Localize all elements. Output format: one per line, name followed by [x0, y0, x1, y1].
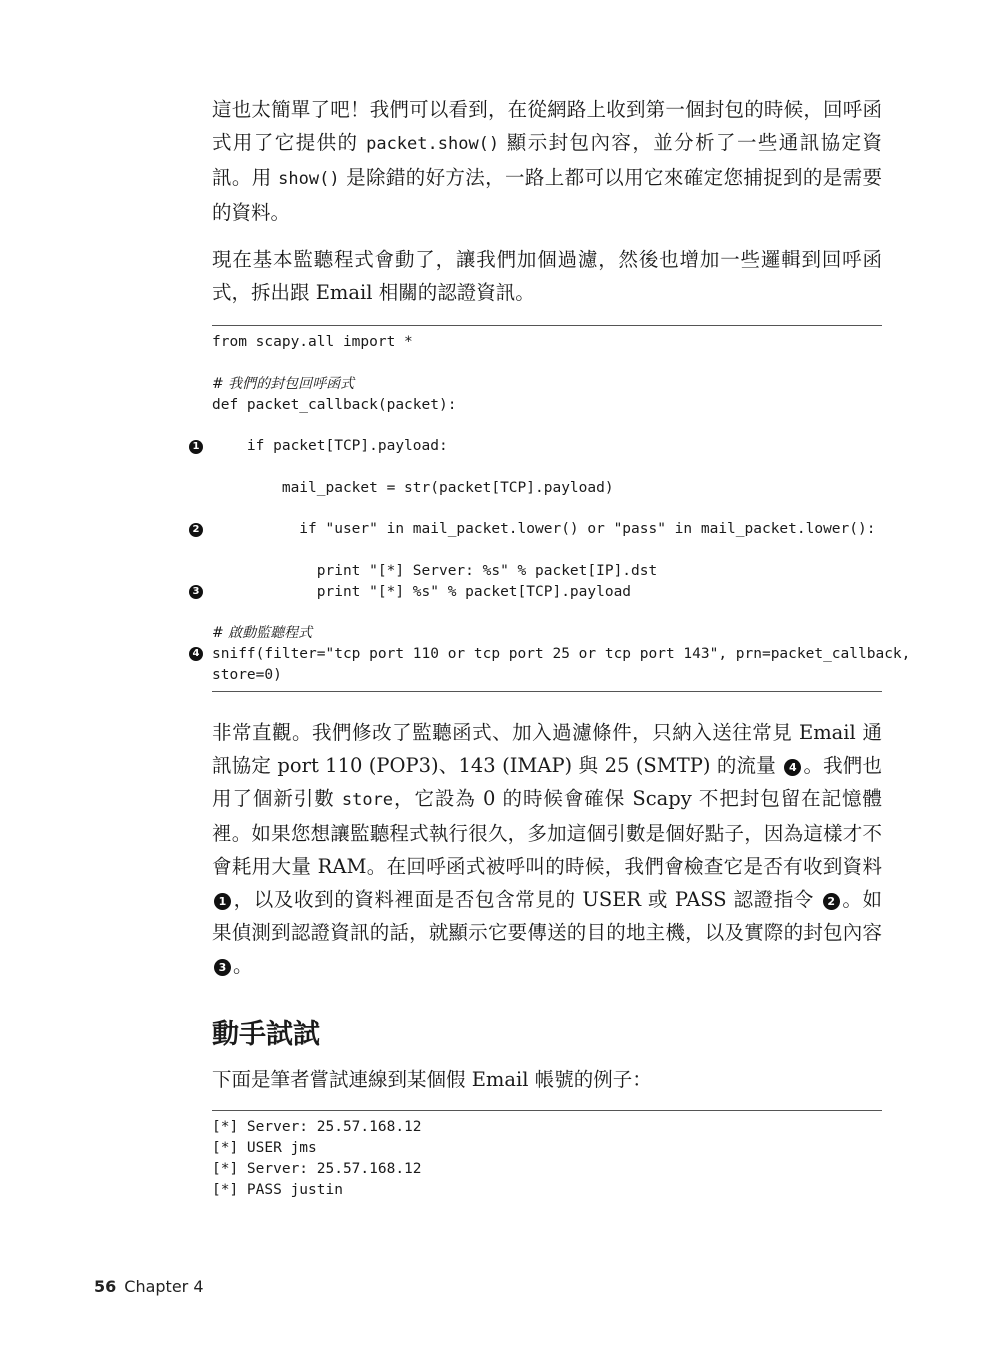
- code-bottom-rule: [212, 691, 882, 692]
- code-line: def packet_callback(packet):: [212, 397, 457, 413]
- section-intro: 下面是筆者嘗試連線到某個假 Email 帳號的例子：: [212, 1068, 652, 1091]
- callout-marker-4: 4: [189, 647, 203, 661]
- inline-callout-2: 2: [823, 893, 840, 910]
- code-line: mail_packet = str(packet[TCP].payload): [212, 480, 614, 496]
- code-line: sniff(filter="tcp port 110 or tcp port 25 or tcp port 143", prn=packet_callback,: [212, 646, 911, 662]
- inline-code-store: store: [341, 790, 394, 810]
- code-line: print "[*] %s" % packet[TCP].payload: [212, 584, 632, 600]
- output-line: [*] USER jms: [212, 1140, 317, 1156]
- callout-marker-1: 1: [189, 440, 203, 454]
- inline-code-packet-show: packet.show(): [366, 134, 500, 154]
- output-line: [*] Server: 25.57.168.12: [212, 1161, 422, 1177]
- callout-marker-3: 3: [189, 585, 203, 599]
- chapter-label: Chapter 4: [124, 1277, 204, 1296]
- intro-paragraph-1: 這也太簡單了吧！我們可以看到，在從網路上收到第一個封包的時候，回呼函式用了它提供的 packet.show() 顯示封包內容，並分析了一些通訊協定資訊。用 show() 是除錯的好方法，一路上都可以用它來確定您捕捉到的是需要的資料。: [212, 98, 882, 224]
- code-line: if "user" in mail_packet.lower() or "pass" in mail_packet.lower():: [212, 521, 876, 537]
- code-top-rule: [212, 325, 882, 326]
- inline-callout-1: 1: [214, 893, 231, 910]
- inline-code-show: show(): [278, 169, 340, 189]
- output-line: [*] Server: 25.57.168.12: [212, 1119, 422, 1135]
- output-top-rule: [212, 1110, 882, 1111]
- page-number: 56: [94, 1277, 117, 1296]
- section-heading: 動手試試: [212, 1019, 320, 1050]
- output-line: [*] PASS justin: [212, 1182, 343, 1198]
- explanation-paragraph: 非常直觀。我們修改了監聽函式、加入過濾條件，只納入送往常見 Email 通訊協定 port 110 (POP3)、143 (IMAP) 與 25 (SMTP) 的流量 4 。我們也用了個新引數 store，它設為 0 的時候會確保 Scapy 不把封包留在記憶體裡。如果您想讓監聽程式執行很久，多加這個引數是個好點子，因為這樣才不會耗用大量 RAM。在回呼函式被呼叫的時候，我們會檢查它是否有收到資料 1 ，以及收到的資料裡面是否包含常見的 USER 或 PASS 認證指令 2 。如果偵測到認證資訊的話，就顯示它要傳送的目的地主機，以及實際的封包內容 3 。: [212, 721, 883, 977]
- code-comment: # 啟動監聽程式: [212, 625, 313, 641]
- callout-marker-2: 2: [189, 523, 203, 537]
- code-line: store=0): [212, 667, 282, 683]
- code-line: if packet[TCP].payload:: [212, 438, 448, 454]
- code-line: print "[*] Server: %s" % packet[IP].dst: [212, 563, 658, 579]
- page-footer: [94, 1277, 204, 1296]
- inline-callout-3: 3: [214, 959, 231, 976]
- inline-callout-4: 4: [784, 759, 801, 776]
- code-line: from scapy.all import *: [212, 334, 413, 350]
- intro-paragraph-2: 現在基本監聽程式會動了，讓我們加個過濾，然後也增加一些邏輯到回呼函式，拆出跟 Email 相關的認證資訊。: [212, 248, 882, 304]
- code-comment: # 我們的封包回呼函式: [212, 376, 355, 392]
